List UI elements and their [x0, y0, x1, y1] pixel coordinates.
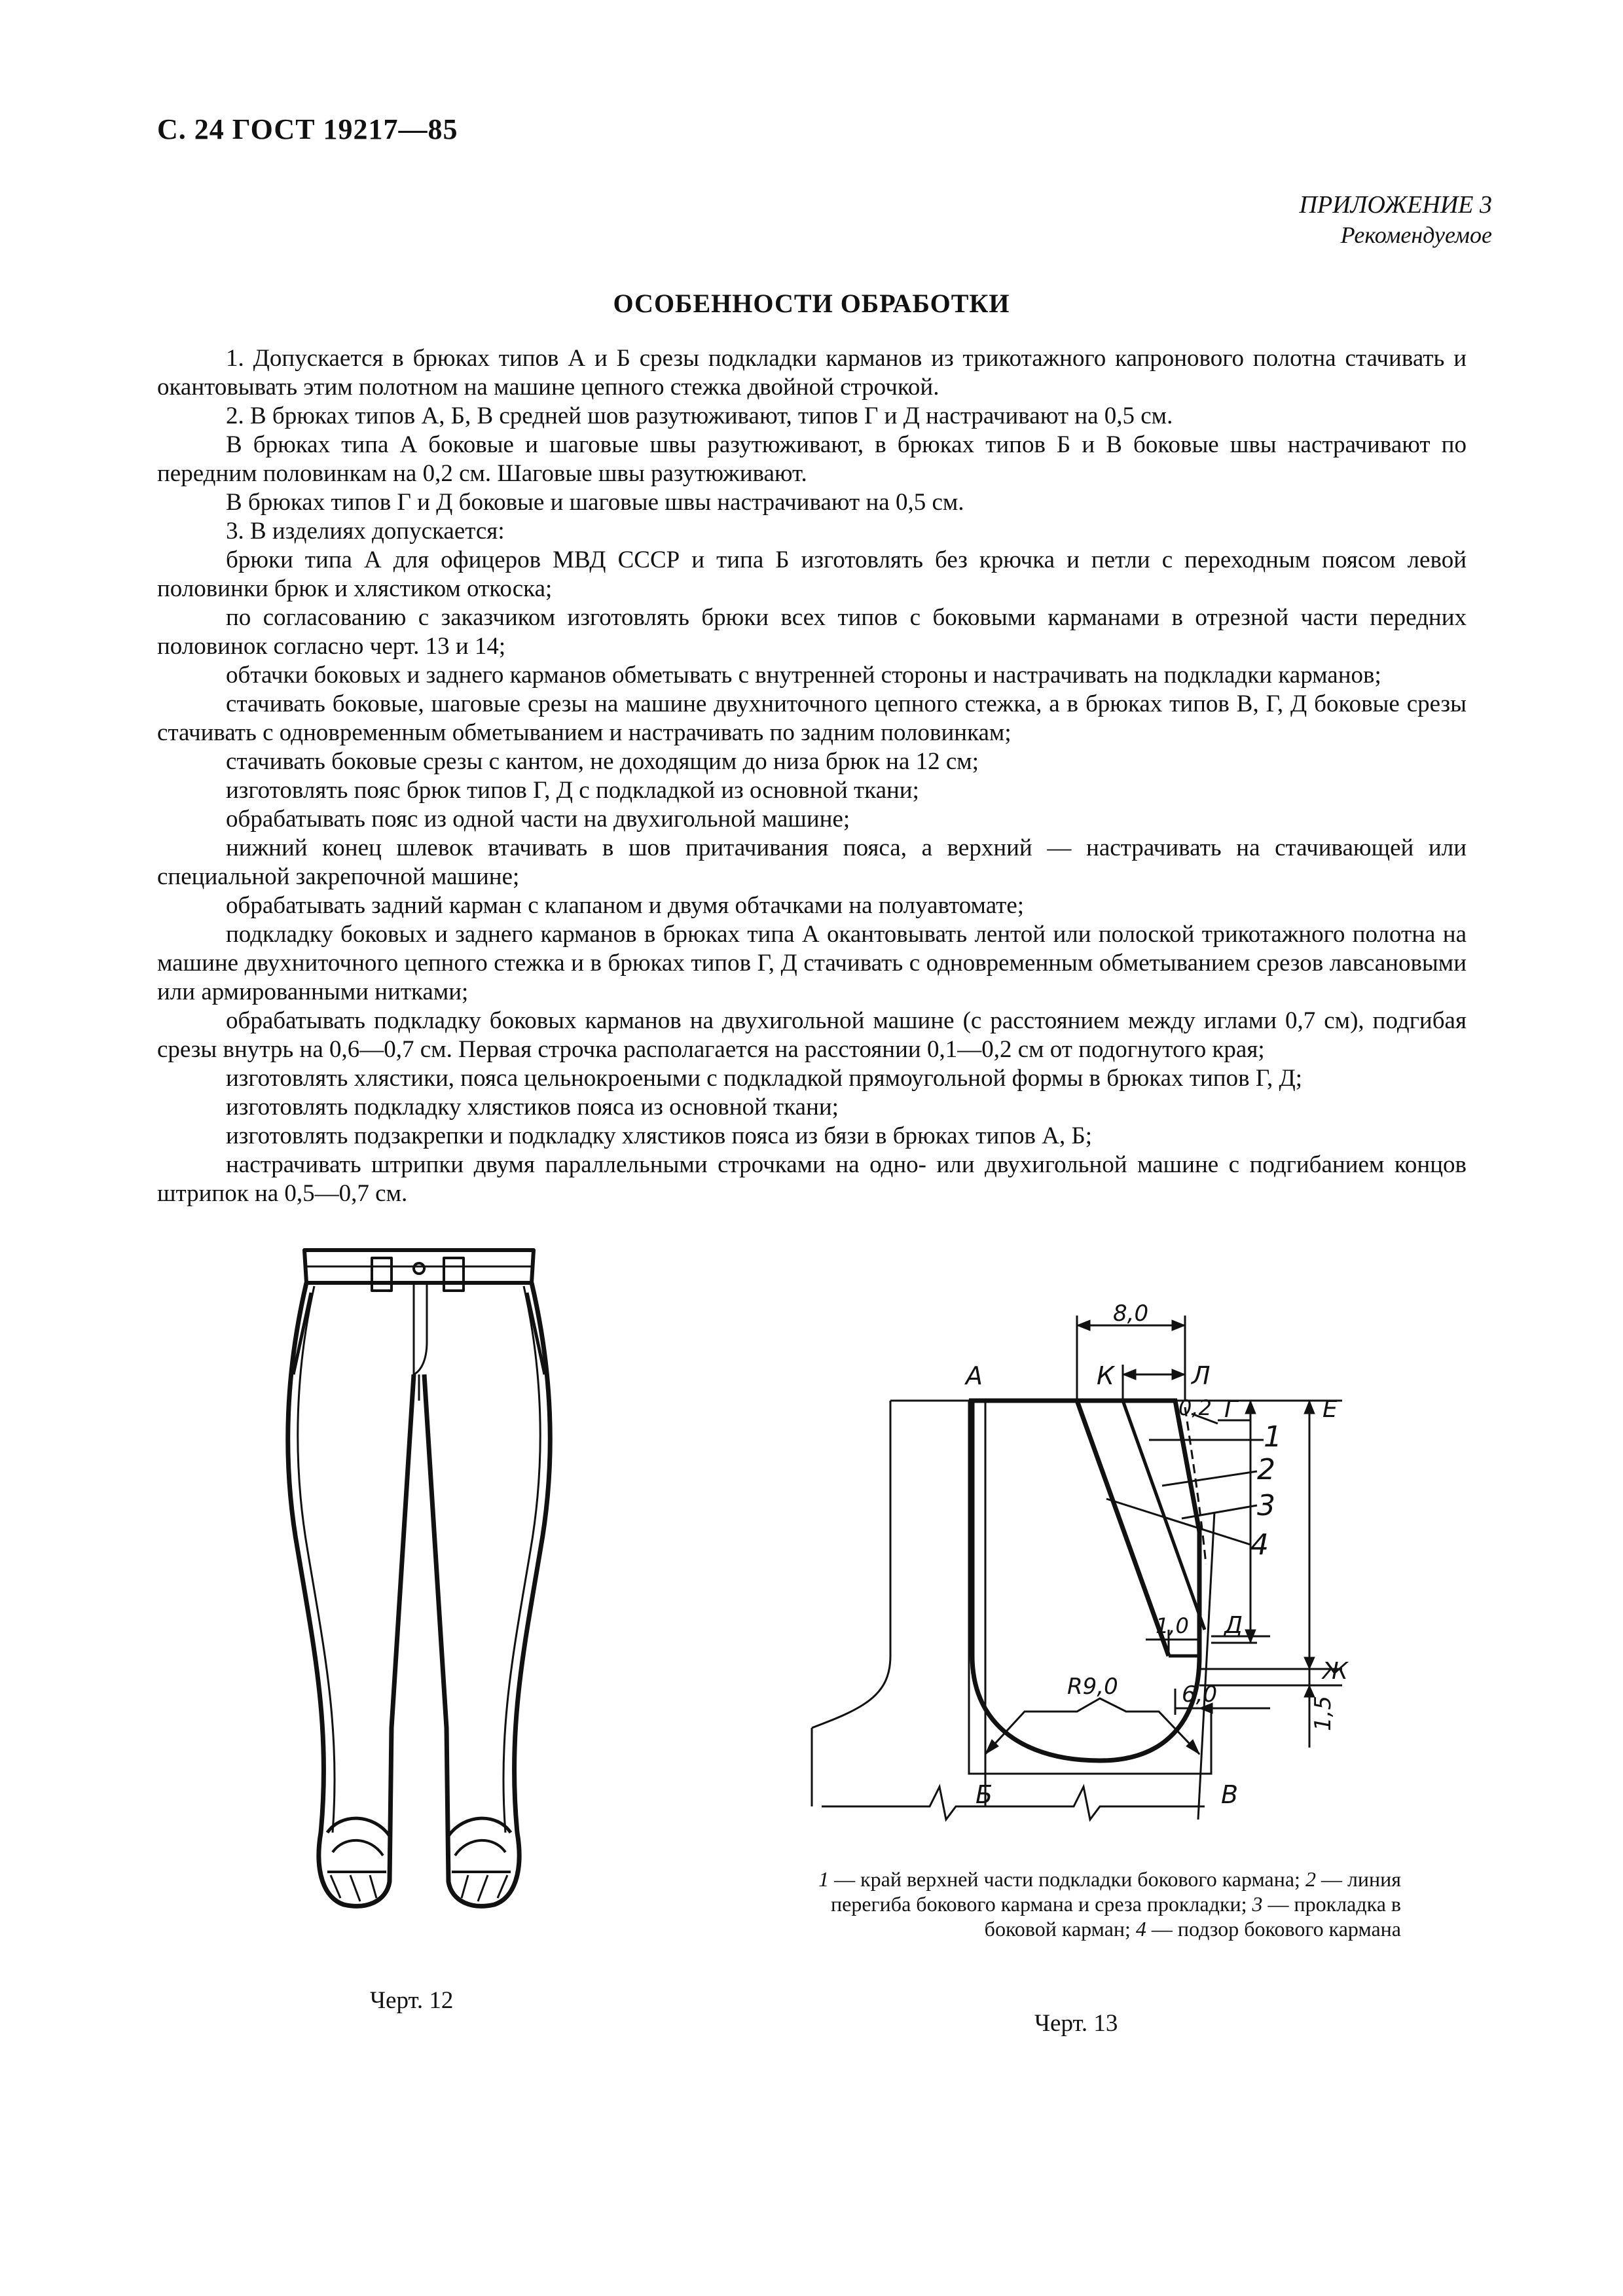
point-label-D: Д [1224, 1612, 1243, 1639]
paragraph: обтачки боковых и заднего карманов обметывать с внутренней стороны и настрачивать на подкладки карманов; [226, 662, 1381, 689]
section-title: ОСОБЕННОСТИ ОБРАБОТКИ [613, 289, 1010, 318]
point-label-K: К [1097, 1361, 1114, 1390]
paragraph: настрачивать штрипки двумя параллельными строчками на одно- или двухигольной машине с подгибанием концов штрипок на 0,5—0,7 см. [157, 1151, 1467, 1207]
paragraph: стачивать боковые, шаговые срезы на машине двухниточного цепного стежка, а в брюках типов В, Г, Д боковые срезы стачивать с одновременным обметыванием и настрачивать по задним половинкам; [157, 691, 1467, 746]
paragraph: обрабатывать подкладку боковых карманов на двухигольной машине (с расстоянием между иглами 0,7 см), подгибая срезы внутрь на 0,6—0,7 см. Первая строчка располагается на расстоянии 0,1—0,2 см от подогнутого края; [157, 1007, 1467, 1063]
paragraph: изготовлять подкладку хлястиков пояса из основной ткани; [226, 1094, 839, 1121]
trousers-drawing [275, 1244, 563, 1937]
paragraph: изготовлять подзакрепки и подкладку хлястиков пояса из бязи в брюках типов А, Б; [226, 1122, 1093, 1149]
paragraph: стачивать боковые срезы с кантом, не доходящим до низа брюк на 12 см; [226, 748, 979, 775]
dim-gap: 1,5 [1310, 1695, 1336, 1731]
legend-num-1: 1 [818, 1867, 830, 1891]
paragraph: изготовлять хлястики, пояса цельнокроеными с подкладкой прямоугольной формы в брюках типов Г, Д; [226, 1065, 1303, 1092]
figure-13-legend [773, 1867, 1401, 1941]
legend-text-1: — край верхней части подкладки бокового кармана; [829, 1867, 1305, 1891]
legend-num-3: 3 [1252, 1892, 1263, 1916]
body-text [157, 344, 1467, 1208]
legend-text-2: — линия перегиба бокового кармана и среза прокладки; [831, 1867, 1401, 1916]
paragraph: обрабатывать пояс из одной части на двухигольной машине; [226, 806, 850, 833]
point-label-L: Л [1192, 1361, 1211, 1390]
paragraph: изготовлять пояс брюк типов Г, Д с подкладкой из основной ткани; [226, 777, 919, 804]
callout-1: 1 [1264, 1420, 1282, 1454]
dim-step: 1,0 [1156, 1613, 1189, 1638]
paragraph: нижний конец шлевок втачивать в шов притачивания пояса, а верхний — настрачивать на стачивающей или специальной закрепочной машине; [157, 834, 1467, 890]
dim-width-top: 8,0 [1113, 1302, 1149, 1327]
legend-num-2: 2 [1305, 1867, 1316, 1891]
paragraph: обрабатывать задний карман с клапаном и двумя обтачками на полуавтомате; [226, 892, 1025, 919]
legend-text-3: — прокладка в боковой карман; [984, 1892, 1401, 1941]
callout-4: 4 [1250, 1528, 1269, 1562]
point-label-Zh: Ж [1322, 1658, 1348, 1685]
paragraph: брюки типа А для офицеров МВД СССР и типа Б изготовлять без крючка и петли с переходным поясом левой половинки брюк и хлястиком откоска; [157, 547, 1467, 602]
callout-2: 2 [1257, 1453, 1275, 1486]
point-label-E: Е [1322, 1396, 1338, 1423]
paragraph: В брюках типов Г и Д боковые и шаговые швы настрачивают на 0,5 см. [226, 489, 964, 516]
pocket-diagram [799, 1302, 1408, 1859]
dim-bottom: 6,0 [1182, 1681, 1218, 1708]
paragraph: 3. В изделиях допускается: [226, 518, 505, 545]
point-label-A: А [966, 1361, 983, 1390]
point-label-G: Г [1224, 1396, 1238, 1423]
figure-13-caption: Черт. 13 [1034, 2010, 1118, 2037]
callout-3: 3 [1257, 1489, 1275, 1522]
legend-num-4: 4 [1135, 1917, 1146, 1941]
legend-text-4: — подзор бокового кармана [1146, 1917, 1401, 1941]
paragraph: 2. В брюках типов А, Б, В средней шов разутюживают, типов Г и Д настрачивают на 0,5 см. [226, 403, 1173, 429]
point-label-V: В [1221, 1780, 1239, 1809]
paragraph: подкладку боковых и заднего карманов в брюках типа А окантовывать лентой или полоской трикотажного полотна на машине двухниточного цепного стежка и в брюках типов Г, Д стачивать с одновременным обметыванием срезов лавсановыми или армированными нитками; [157, 921, 1467, 1005]
point-label-B: Б [976, 1780, 993, 1809]
appendix-block [1300, 190, 1492, 250]
dim-offset: 0,2 [1178, 1395, 1212, 1420]
page-header: С. 24 ГОСТ 19217—85 [157, 113, 458, 145]
appendix-status: Рекомендуемое [1340, 222, 1492, 248]
paragraph: по согласованию с заказчиком изготовлять брюки всех типов с боковыми карманами в отрезной части передних половинок согласно черт. 13 и 14; [157, 604, 1467, 660]
dim-radius: R9,0 [1067, 1674, 1118, 1700]
paragraph: В брюках типа А боковые и шаговые швы разутюживают, в брюках типов Б и В боковые швы настрачивают по передним половинкам на 0,2 см. Шаговые швы разутюживают. [157, 431, 1467, 487]
figure-12-caption: Черт. 12 [370, 1987, 454, 2014]
appendix-label: ПРИЛОЖЕНИЕ 3 [1299, 191, 1492, 219]
paragraph: 1. Допускается в брюках типов А и Б срезы подкладки карманов из трикотажного капронового полотна стачивать и окантовывать этим полотном на машине цепного стежка двойной строчкой. [157, 345, 1467, 401]
